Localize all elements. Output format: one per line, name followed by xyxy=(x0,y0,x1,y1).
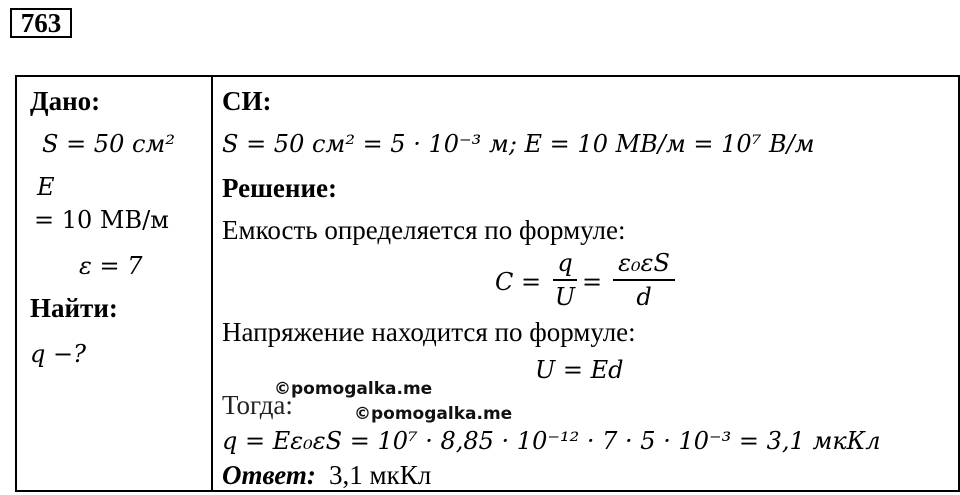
given-area: S = 50 см² xyxy=(42,130,175,158)
result-formula: q = Eε₀εS = 10⁷ · 8,85 · 10⁻¹² · 7 · 5 · 10⁻³ = 3,1 мкКл xyxy=(222,427,881,455)
solution-header: Решение: xyxy=(222,173,337,203)
given-header: Дано: xyxy=(30,86,101,116)
capacity-equals: = xyxy=(582,268,603,296)
si-header: СИ: xyxy=(222,86,272,116)
answer-label: Ответ: xyxy=(222,460,316,490)
column-divider xyxy=(211,77,213,490)
fraction-numerator: ε₀εS xyxy=(618,249,670,277)
voltage-formula: U = Ed xyxy=(535,356,624,384)
si-conversion: S = 50 см² = 5 · 10⁻³ м; E = 10 МВ/м = 10⁷ В/м xyxy=(222,130,815,158)
find-header: Найти: xyxy=(30,293,118,323)
given-permittivity: ε = 7 xyxy=(79,252,143,280)
solution-table xyxy=(15,75,960,492)
fraction-denominator: d xyxy=(636,283,652,311)
answer-value: 3,1 мкКл xyxy=(329,460,432,490)
watermark: ©pomogalka.me xyxy=(274,379,433,399)
watermark: ©pomogalka.me xyxy=(354,404,513,424)
capacity-lhs: C = xyxy=(495,268,542,296)
fraction-denominator: U xyxy=(554,283,576,311)
fraction-bar xyxy=(613,279,675,281)
given-field-e: E xyxy=(37,173,55,201)
capacity-text: Емкость определяется по формуле: xyxy=(222,215,626,245)
problem-number: 763 xyxy=(10,8,72,38)
fraction-numerator: q xyxy=(557,249,573,277)
given-field-e-value: = 10 МВ/м xyxy=(34,206,169,234)
find-value: q −? xyxy=(30,340,86,368)
fraction-eps-s-over-d xyxy=(613,249,675,311)
then-text: Тогда: xyxy=(222,390,293,420)
voltage-text: Напряжение находится по формуле: xyxy=(222,317,636,347)
fraction-bar xyxy=(553,279,577,281)
fraction-q-over-u xyxy=(553,249,577,311)
